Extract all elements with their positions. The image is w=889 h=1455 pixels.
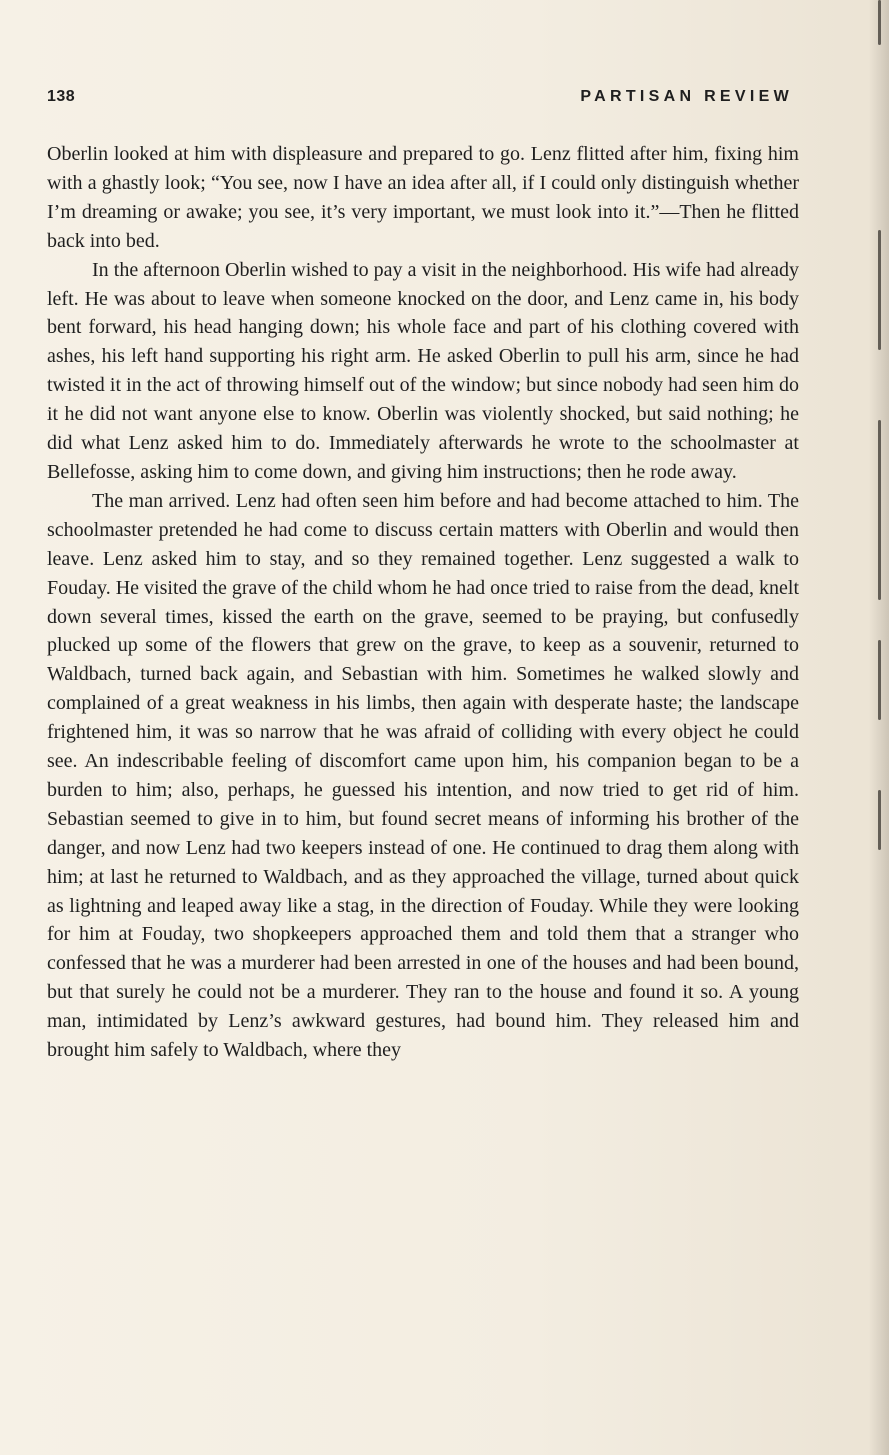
body-text: [47, 140, 799, 1065]
paragraph: The man arrived. Lenz had often seen him before and had become attached to him. The schoolmaster pretended he had come to discuss certain matters with Oberlin and would then leave. Lenz asked him to stay, and so they remained together. Lenz suggested a walk to Fouday. He visited the grave of the child whom he had once tried to raise from the dead, knelt down several times, kissed the earth on the grave, seemed to be praying, but confusedly plucked up some of the flowers that grew on the grave, to keep as a souvenir, returned to Waldbach, turned back again, and Sebastian with him. Sometimes he walked slowly and complained of a great weakness in his limbs, then again with desperate haste; the landscape frightened him, it was so narrow that he was afraid of colliding with every object he could see. An indescribable feeling of discomfort came upon him, his companion began to be a burden to him; also, perhaps, he guessed his intention, and now tried to get rid of him. Sebastian seemed to give in to him, but found secret means of informing his brother of the danger, and now Lenz had two keepers instead of one. He continued to drag them along with him; at last he returned to Waldbach, and as they approached the village, turned about quick as lightning and leaped away like a stag, in the direction of Fouday. While they were looking for him at Fouday, two shopkeepers approached them and told them that a stranger who confessed that he was a murderer had been arrested in one of the houses and had been bound, but that surely he could not be a murderer. They ran to the house and found it so. A young man, intimidated by Lenz’s awkward gestures, had bound him. They released him and brought him safely to Waldbach, where they: [47, 489, 799, 1062]
binding-mark: [878, 790, 881, 850]
binding-mark: [878, 420, 881, 600]
binding-mark: [878, 640, 881, 720]
page-number: 138: [47, 88, 76, 105]
paragraph: Oberlin looked at him with displeasure and prepared to go. Lenz flitted after him, fixing him with a ghastly look; “You see, now I have an idea after all, if I could only distinguish whether I’m dreaming or awake; you see, it’s very important, we must look into it.”—Then he flitted back into bed.: [47, 143, 799, 252]
running-head: [47, 88, 793, 112]
binding-mark: [878, 230, 881, 350]
binding-mark: [878, 0, 881, 45]
paragraph: In the afternoon Oberlin wished to pay a visit in the neighborhood. His wife had already left. He was about to leave when someone knocked on the door, and Lenz came in, his body bent forward, his head hanging down; his whole face and part of his clothing covered with ashes, his left hand supporting his right arm. He asked Oberlin to pull his arm, since he had twisted it in the act of throwing himself out of the window; but since nobody had seen him do it he did not want anyone else to know. Oberlin was violently shocked, but said nothing; he did what Lenz asked him to do. Immediately afterwards he wrote to the schoolmaster at Bellefosse, asking him to come down, and giving him instructions; then he rode away.: [47, 258, 799, 483]
journal-title: PARTISAN REVIEW: [580, 88, 793, 105]
page-gutter-shadow: [869, 0, 889, 1455]
